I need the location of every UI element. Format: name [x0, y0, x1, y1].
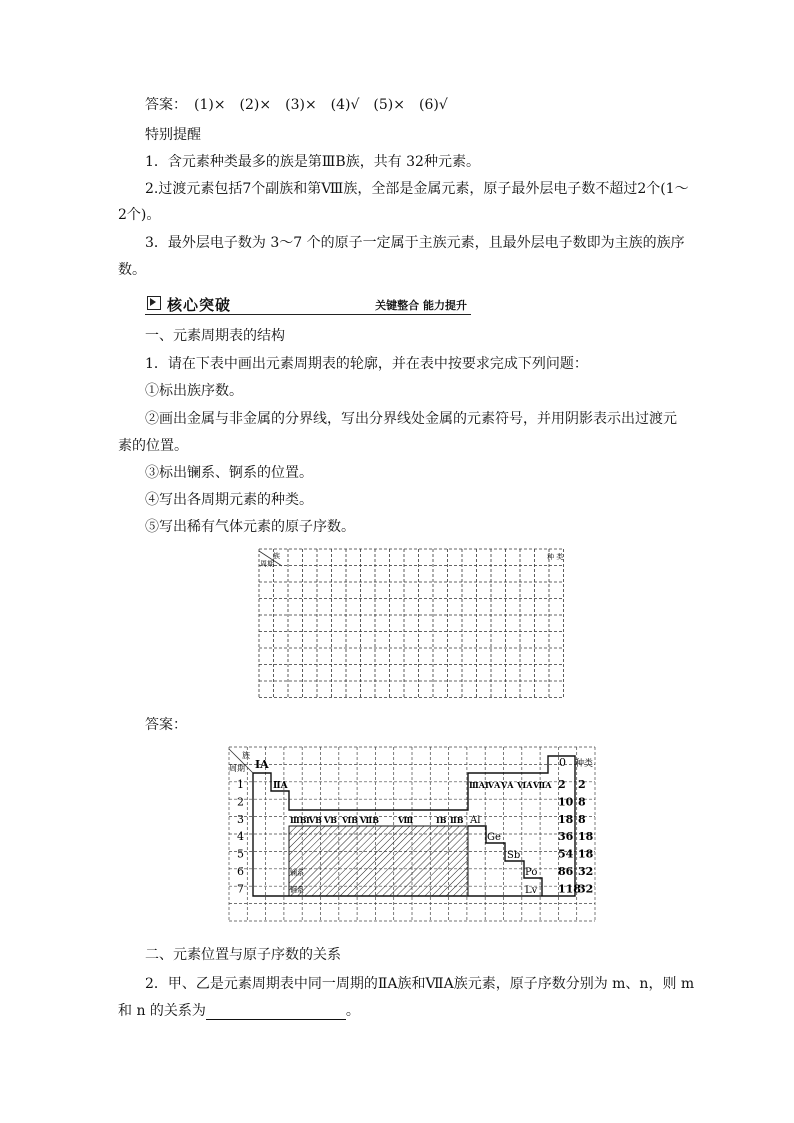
banner-subtitle: 关键整合 能力提升 — [375, 299, 467, 312]
group-label: 0 — [559, 756, 566, 769]
noble-gas-number: 86 — [558, 865, 574, 878]
group-label: ⅡA — [273, 781, 288, 791]
noble-gas-number: 54 — [558, 847, 574, 861]
period-number: 1 — [237, 778, 244, 791]
period-number: 3 — [237, 812, 244, 826]
tip-3: 3．最外层电子数为 3～7 个的原子一定属于主族元素，且最外层电子数即为主族的族序 — [145, 235, 685, 251]
period-kinds: 32 — [578, 882, 594, 896]
group-label: ⅣB — [306, 815, 322, 825]
section1-item-5: ⑤写出稀有气体元素的原子序数。 — [145, 519, 355, 535]
group-label: ⅠA — [255, 758, 269, 771]
boundary-metal: Al — [470, 815, 481, 826]
group-label: ⅥB — [342, 815, 358, 825]
group-label: ⅢA — [469, 780, 485, 790]
noble-gas-number: 118 — [558, 882, 581, 896]
answer-label: 答案： — [145, 717, 187, 733]
boundary-metal: Ge — [487, 832, 501, 843]
period-number: 2 — [237, 795, 244, 809]
group-label: Ⅷ — [398, 815, 414, 825]
noble-gas-number: 2 — [558, 778, 566, 791]
boundary-metal: Lv — [525, 885, 538, 896]
section1-item-2: ②画出金属与非金属的分界线，写出分界线处金属的元素符号，并用阴影表示出过渡元 — [145, 411, 677, 427]
section2-question-cont — [118, 1002, 360, 1020]
actinide-label: 锕系 — [290, 886, 304, 894]
noble-gas-number: 18 — [558, 812, 574, 826]
blank-right-header: 种 类 — [547, 553, 564, 561]
period-kinds: 18 — [578, 830, 594, 844]
group-label: ⅤB — [324, 815, 337, 825]
answers-line: 答案： (1)× (2)× (3)× (4)√ (5)× (6)√ — [145, 97, 448, 113]
boundary-metal: Sb — [507, 850, 521, 861]
answer-corner-top: 族 — [242, 751, 250, 760]
blank-periodic-grid — [258, 548, 566, 698]
period-kinds: 8 — [578, 795, 586, 809]
section1-item-2-cont: 素的位置。 — [118, 438, 188, 454]
answer-blank[interactable] — [206, 1005, 346, 1020]
group-label: ⅦB — [360, 815, 379, 825]
tip-2: 2.过渡元素包括7个副族和第Ⅷ族，全部是金属元素，原子最外层电子数不超过2个(1～ — [145, 181, 689, 197]
section2-question: 2．甲、乙是元素周期表中同一周期的ⅡA族和ⅦA族元素，原子序数分别为 m、n，则 m — [145, 976, 695, 992]
group-label: ⅣA — [485, 780, 501, 790]
lanthanide-label: 镧系 — [290, 869, 304, 877]
kinds-header: 种类 — [575, 759, 594, 769]
noble-gas-number: 10 — [558, 795, 574, 809]
transition-shading — [289, 826, 468, 896]
section2-question-text: 和 n 的关系为 — [118, 1003, 206, 1019]
tip-2-cont: 2个)。 — [118, 207, 161, 223]
answer-periodic-table — [228, 746, 598, 932]
group-label: ⅢB — [290, 815, 307, 825]
period-kinds: 8 — [578, 812, 586, 826]
section1-item-3: ③标出镧系、锕系的位置。 — [145, 465, 313, 481]
section1-item-1: ①标出族序数。 — [145, 383, 243, 399]
section2-question-end: 。 — [345, 1003, 360, 1019]
period-kinds: 18 — [578, 847, 594, 861]
banner-title: 核心突破 — [167, 296, 232, 314]
group-label: ⅦA — [533, 780, 552, 790]
answer-corner-bottom: 周期 — [229, 764, 245, 773]
boundary-metal: Po — [525, 867, 538, 878]
tip-1: 1．含元素种类最多的族是第ⅢB族，共有 32种元素。 — [145, 154, 480, 170]
group-label: ⅠB — [436, 815, 447, 825]
period-number: 5 — [237, 847, 244, 861]
tip-title: 特别提醒 — [145, 127, 201, 143]
group-label: ⅥA — [517, 780, 533, 790]
tip-3-cont: 数。 — [118, 262, 146, 278]
blank-corner-bottom: 周期 — [260, 560, 274, 568]
noble-gas-number: 36 — [558, 830, 574, 844]
section-banner — [145, 293, 471, 315]
period-number: 7 — [237, 882, 244, 896]
section1-item-4: ④写出各周期元素的种类。 — [145, 492, 313, 508]
blank-corner-top: 族 — [273, 552, 280, 560]
section1-heading: 一、元素周期表的结构 — [145, 328, 285, 344]
period-kinds: 2 — [578, 778, 586, 791]
period-number: 6 — [237, 865, 244, 878]
section2-heading: 二、元素位置与原子序数的关系 — [145, 947, 341, 963]
group-label: ⅡB — [450, 815, 464, 825]
period-kinds: 32 — [578, 865, 594, 878]
group-label: ⅤA — [501, 780, 514, 790]
play-triangle-icon — [150, 298, 156, 306]
section1-question: 1．请在下表中画出元素周期表的轮廓，并在表中按要求完成下列问题： — [145, 356, 588, 372]
period-number: 4 — [237, 830, 244, 844]
